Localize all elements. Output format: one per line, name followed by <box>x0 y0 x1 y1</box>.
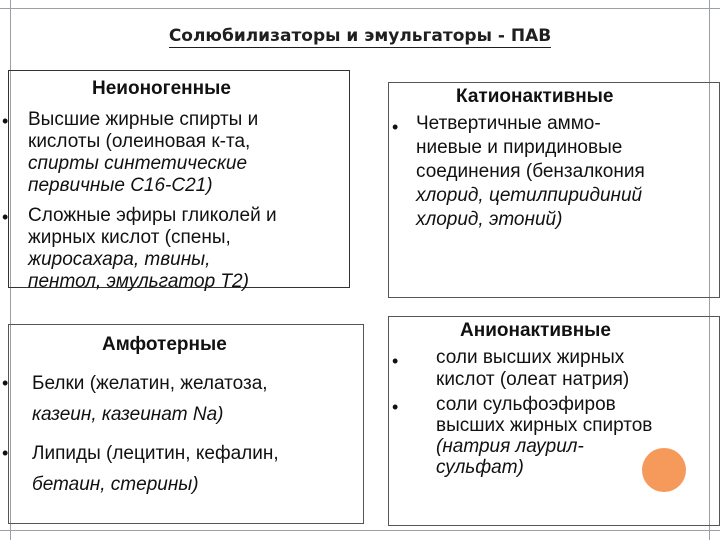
bullet: • <box>2 373 9 393</box>
anionic-item2-line1: соли сульфоэфиров <box>436 394 616 415</box>
nonionic-item2-line2: жирных кислот (спены, <box>28 227 231 248</box>
nonionic-item2-line1: Сложные эфиры гликолей и <box>28 205 277 226</box>
bullet: • <box>392 397 399 417</box>
nonionic-item1-line4: первичные С16-С21) <box>28 175 213 196</box>
anionic-item2-line2: высших жирных спиртов <box>436 415 653 436</box>
bullet: • <box>392 117 399 137</box>
anionic-item2-line4: сульфат) <box>436 457 524 478</box>
bullet: • <box>2 111 9 131</box>
amphoteric-item1-line1: Белки (желатин, желатоза, <box>32 373 268 394</box>
nonionic-item2-line3: жиросахара, твины, <box>28 249 211 270</box>
frame-bottom-line <box>0 530 720 531</box>
nonionic-item1-line3: спирты синтетические <box>28 153 248 174</box>
bullet: • <box>392 351 399 371</box>
nonionic-item2-line4: пентол, эмульгатор Т2) <box>28 271 249 292</box>
slide-title: Солюбилизаторы и эмульгаторы - ПАВ <box>168 26 552 46</box>
amphoteric-item2-line1: Липиды (лецитин, кефалин, <box>32 443 279 464</box>
cationic-item1-line4: хлорид, цетилпиридиний <box>416 185 643 206</box>
anionic-item2-line3: (натрия лаурил- <box>436 436 584 457</box>
amphoteric-item1-line2: казеин, казеинат Na) <box>32 404 224 425</box>
anionic-item1-line2: кислот (олеат натрия) <box>436 369 630 390</box>
decorative-circle <box>642 448 686 492</box>
nonionic-item1-line1: Высшие жирные спирты и <box>28 109 259 130</box>
cationic-item1-line1: Четвертичные аммо- <box>416 113 601 134</box>
cationic-item1-line2: ниевые и пиридиновые <box>416 137 623 158</box>
cationic-heading: Катионактивные <box>456 86 614 107</box>
nonionic-item1-line2: кислоты (олеиновая к-та, <box>28 131 251 152</box>
amphoteric-item2-line2: бетаин, стерины) <box>32 474 199 495</box>
frame-top-line <box>0 8 720 9</box>
anionic-heading: Анионактивные <box>460 320 611 341</box>
bullet: • <box>2 207 9 227</box>
cationic-item1-line5: хлорид, этоний) <box>416 209 563 230</box>
amphoteric-heading: Амфотерные <box>102 334 227 355</box>
nonionic-heading: Неионогенные <box>92 78 231 99</box>
bullet: • <box>2 443 9 463</box>
anionic-item1-line1: соли высших жирных <box>436 347 625 368</box>
cationic-item1-line3: соединения (бензалкония <box>416 161 645 182</box>
